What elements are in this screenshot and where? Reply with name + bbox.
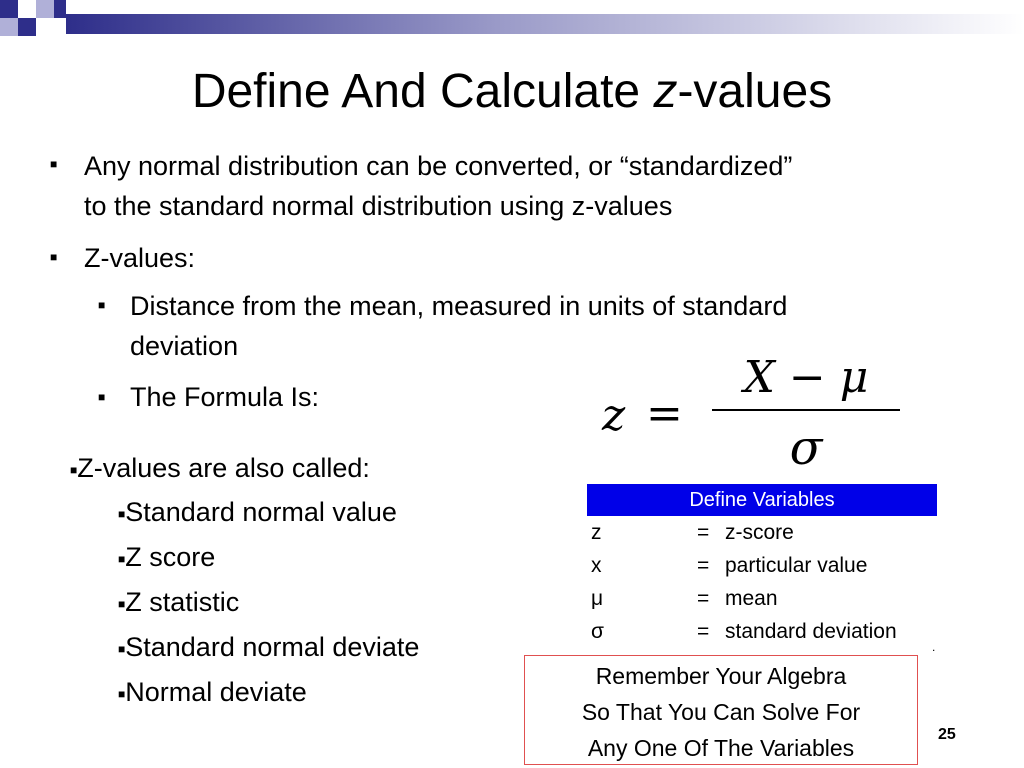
aka-heading xyxy=(70,448,370,490)
bullet-standardized xyxy=(84,146,792,226)
bullet-line: Distance from the mean, measured in units of standard xyxy=(130,291,788,321)
table-header: Define Variables xyxy=(587,484,937,516)
aka-item-text: Z statistic xyxy=(125,587,240,617)
aka-bullet-icon: ■ xyxy=(118,596,126,611)
bullet-square-icon: ■ xyxy=(50,250,58,264)
stray-dot: . xyxy=(932,640,936,654)
aka-item xyxy=(118,672,307,714)
aka-item-text: Standard normal deviate xyxy=(125,632,420,662)
sub-bullet-square-icon: ■ xyxy=(98,298,106,312)
page-number: 25 xyxy=(938,726,956,743)
formula-graphic xyxy=(596,356,916,474)
variable-equals: = xyxy=(697,620,710,643)
aka-item xyxy=(118,537,215,579)
title-suffix: -values xyxy=(677,65,833,118)
bullet-line: Any normal distribution can be converted, or “standardized” xyxy=(84,151,793,181)
aka-bullet-icon: ■ xyxy=(70,462,78,477)
aka-heading-text: Z-values are also called: xyxy=(77,453,370,483)
table-row xyxy=(587,516,937,549)
variable-symbol: x xyxy=(591,554,602,577)
bullet-square-icon: ■ xyxy=(50,157,58,171)
formula-denominator: σ xyxy=(789,420,823,474)
variable-definition: mean xyxy=(725,587,778,610)
variable-definition: z-score xyxy=(725,521,794,544)
bullet-zvalues xyxy=(84,238,195,278)
table-row xyxy=(587,549,937,582)
variable-definition: particular value xyxy=(725,554,868,577)
table-row xyxy=(587,582,937,615)
slide-title xyxy=(0,60,1024,124)
sub-bullet-square-icon: ■ xyxy=(98,390,106,404)
aka-item-text: Normal deviate xyxy=(125,677,307,707)
title-variable: z xyxy=(653,65,678,118)
aka-bullet-icon: ■ xyxy=(118,686,126,701)
bullet-line: deviation xyxy=(130,331,239,361)
z-formula xyxy=(596,356,916,474)
algebra-note-box xyxy=(524,655,918,765)
sub-bullet-formula xyxy=(130,377,319,417)
sub-bullet-distance xyxy=(130,286,787,366)
note-line: So That You Can Solve For xyxy=(581,699,861,725)
variable-equals: = xyxy=(697,587,710,610)
header-gradient-bar xyxy=(0,0,1024,36)
define-variables-table xyxy=(587,484,937,648)
aka-item xyxy=(118,582,239,624)
aka-bullet-icon: ■ xyxy=(118,641,126,656)
note-line: Any One Of The Variables xyxy=(587,735,855,761)
table-row xyxy=(587,615,937,648)
aka-item-text: Standard normal value xyxy=(125,497,397,527)
formula-numerator: X − μ xyxy=(743,356,869,403)
aka-bullet-icon: ■ xyxy=(118,551,126,566)
bullet-line: to the standard normal distribution using z-values xyxy=(84,191,673,221)
aka-item xyxy=(118,627,419,669)
header-band xyxy=(0,0,1024,36)
variable-equals: = xyxy=(697,554,710,577)
formula-equals: = xyxy=(646,388,683,439)
variable-symbol: σ xyxy=(591,620,604,643)
formula-lhs: z xyxy=(602,390,626,441)
aka-item-text: Z score xyxy=(125,542,216,572)
title-prefix: Define And Calculate xyxy=(191,65,654,118)
aka-item xyxy=(118,492,397,534)
bullet-line: Z-values: xyxy=(84,243,196,273)
variable-definition: standard deviation xyxy=(725,620,897,643)
note-line: Remember Your Algebra xyxy=(595,663,847,689)
aka-bullet-icon: ■ xyxy=(118,506,126,521)
variable-symbol: μ xyxy=(591,587,604,610)
variable-symbol: z xyxy=(591,521,602,544)
variable-equals: = xyxy=(697,521,710,544)
bullet-line: The Formula Is: xyxy=(130,382,320,412)
